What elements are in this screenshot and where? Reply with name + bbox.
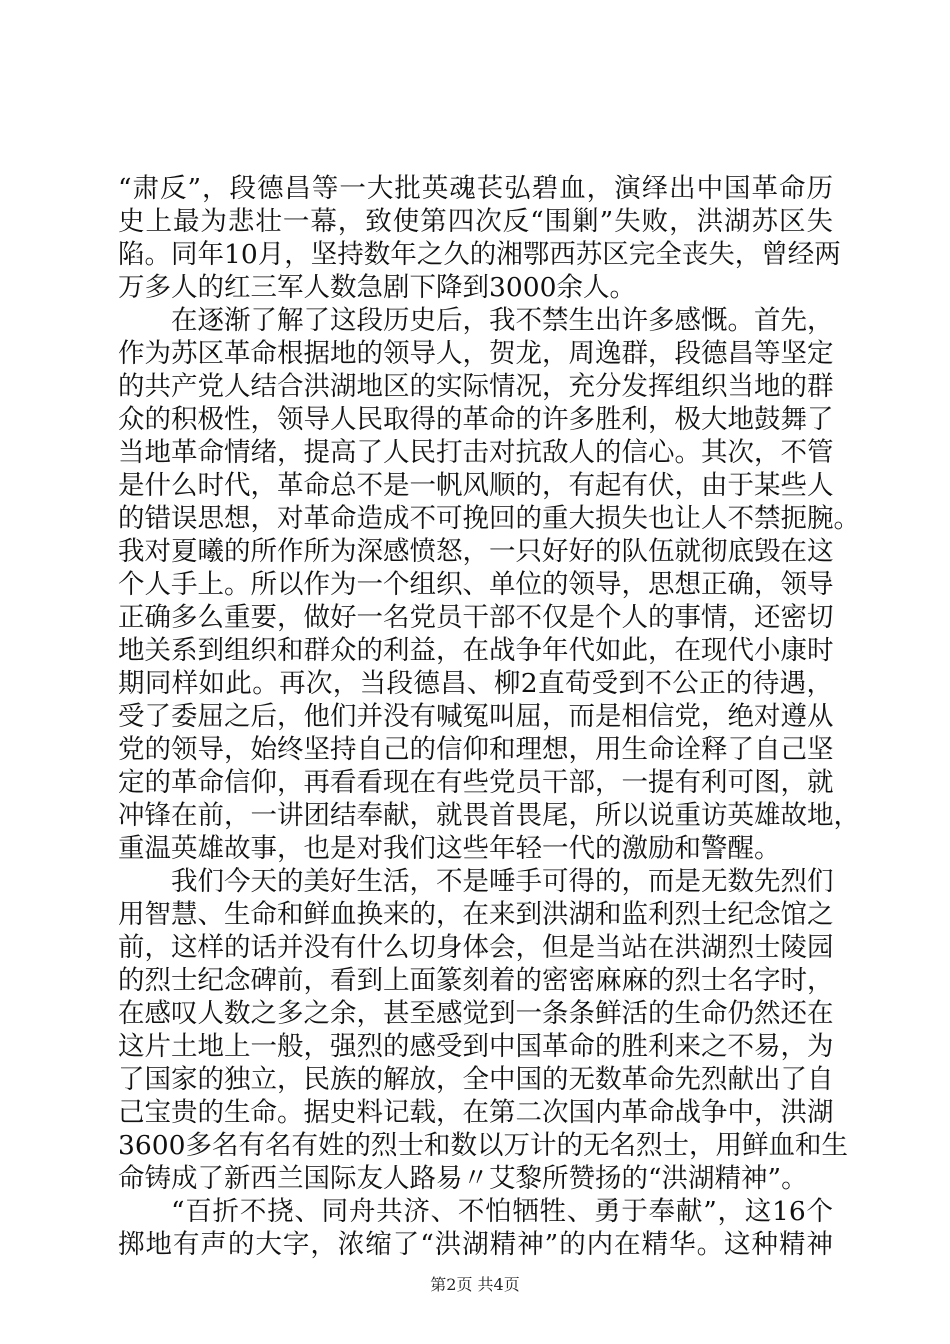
page-footer: 第2页 共4页: [430, 1275, 520, 1294]
paragraph: [118, 172, 841, 304]
body-text: [118, 172, 860, 1261]
text-line: 众的积极性，领导人民取得的革命的许多胜利，极大地鼓舞了: [118, 404, 834, 435]
paragraph: [118, 865, 848, 1195]
text-line: 命铸成了新西兰国际友人路易〃艾黎所赞扬的“洪湖精神”。: [118, 1163, 808, 1194]
text-line: 我对夏曦的所作所为深感愤怒，一只好好的队伍就彻底毁在这: [118, 536, 834, 567]
text-line: 个人手上。所以作为一个组织、单位的领导，思想正确，领导: [118, 569, 834, 600]
text-line: 作为苏区革命根据地的领导人，贺龙，周逸群，段德昌等坚定: [118, 338, 834, 369]
paragraph: [118, 1195, 833, 1261]
text-line: 这片土地上一般，强烈的感受到中国革命的胜利来之不易，为: [118, 1031, 834, 1062]
text-line: 在感叹人数之多之余，甚至感觉到一条条鲜活的生命仍然还在: [118, 998, 834, 1029]
text-line: 陷。同年10月，坚持数年之久的湘鄂西苏区完全丧失，曾经两: [118, 239, 841, 270]
text-line: 期同样如此。再次，当段德昌、柳2直荀受到不公正的待遇，: [118, 668, 833, 699]
text-line: 地关系到组织和群众的利益，在战争年代如此，在现代小康时: [118, 635, 834, 666]
text-line: 党的领导，始终坚持自己的信仰和理想，用生命诠释了自己坚: [118, 734, 834, 765]
text-line: 重温英雄故事，也是对我们这些年轻一代的激励和警醒。: [118, 833, 781, 864]
text-line: 万多人的红三军人数急剧下降到3000余人。: [118, 272, 636, 303]
text-line: 正确多么重要，做好一名党员干部不仅是个人的事情，还密切: [118, 602, 834, 633]
text-line: 用智慧、生命和鲜血换来的，在来到洪湖和监利烈士纪念馆之: [118, 899, 834, 930]
text-line: 的错误思想，对革命造成不可挽回的重大损失也让人不禁扼腕。: [118, 503, 860, 534]
text-line: 的烈士纪念碑前，看到上面篆刻着的密密麻麻的烈士名字时，: [118, 965, 834, 996]
text-line: 史上最为悲壮一幕，致使第四次反“围剿”失败，洪湖苏区失: [118, 206, 833, 237]
text-line: 我们今天的美好生活，不是唾手可得的，而是无数先烈们: [171, 866, 834, 897]
text-line: 前，这样的话并没有什么切身体会，但是当站在洪湖烈士陵园: [118, 932, 834, 963]
text-line: “肃反”，段德昌等一大批英魂苌弘碧血，演绎出中国革命历: [118, 173, 833, 204]
text-line: 是什么时代，革命总不是一帆风顺的，有起有伏，由于某些人: [118, 470, 834, 501]
text-line: 己宝贵的生命。据史料记载，在第二次国内革命战争中，洪湖: [118, 1097, 834, 1128]
text-line: 冲锋在前，一讲团结奉献，就畏首畏尾，所以说重访英雄故地，: [118, 800, 860, 831]
text-line: “百折不挠、同舟共济、不怕牺牲、勇于奉献”，这16个: [171, 1196, 833, 1227]
paragraph: [118, 304, 860, 865]
text-line: 受了委屈之后，他们并没有喊冤叫屈，而是相信党，绝对遵从: [118, 701, 834, 732]
text-line: 当地革命情绪，提高了人民打击对抗敌人的信心。其次，不管: [118, 437, 834, 468]
text-line: 3600多名有名有姓的烈士和数以万计的无名烈士，用鲜血和生: [118, 1130, 848, 1161]
text-line: 了国家的独立，民族的解放，全中国的无数革命先烈献出了自: [118, 1064, 834, 1095]
text-line: 的共产党人结合洪湖地区的实际情况，充分发挥组织当地的群: [118, 371, 834, 402]
text-line: 在逐渐了解了这段历史后，我不禁生出许多感慨。首先，: [171, 305, 834, 336]
text-line: 掷地有声的大字，浓缩了“洪湖精神”的内在精华。这种精神: [118, 1229, 833, 1260]
text-line: 定的革命信仰，再看看现在有些党员干部，一提有利可图，就: [118, 767, 834, 798]
